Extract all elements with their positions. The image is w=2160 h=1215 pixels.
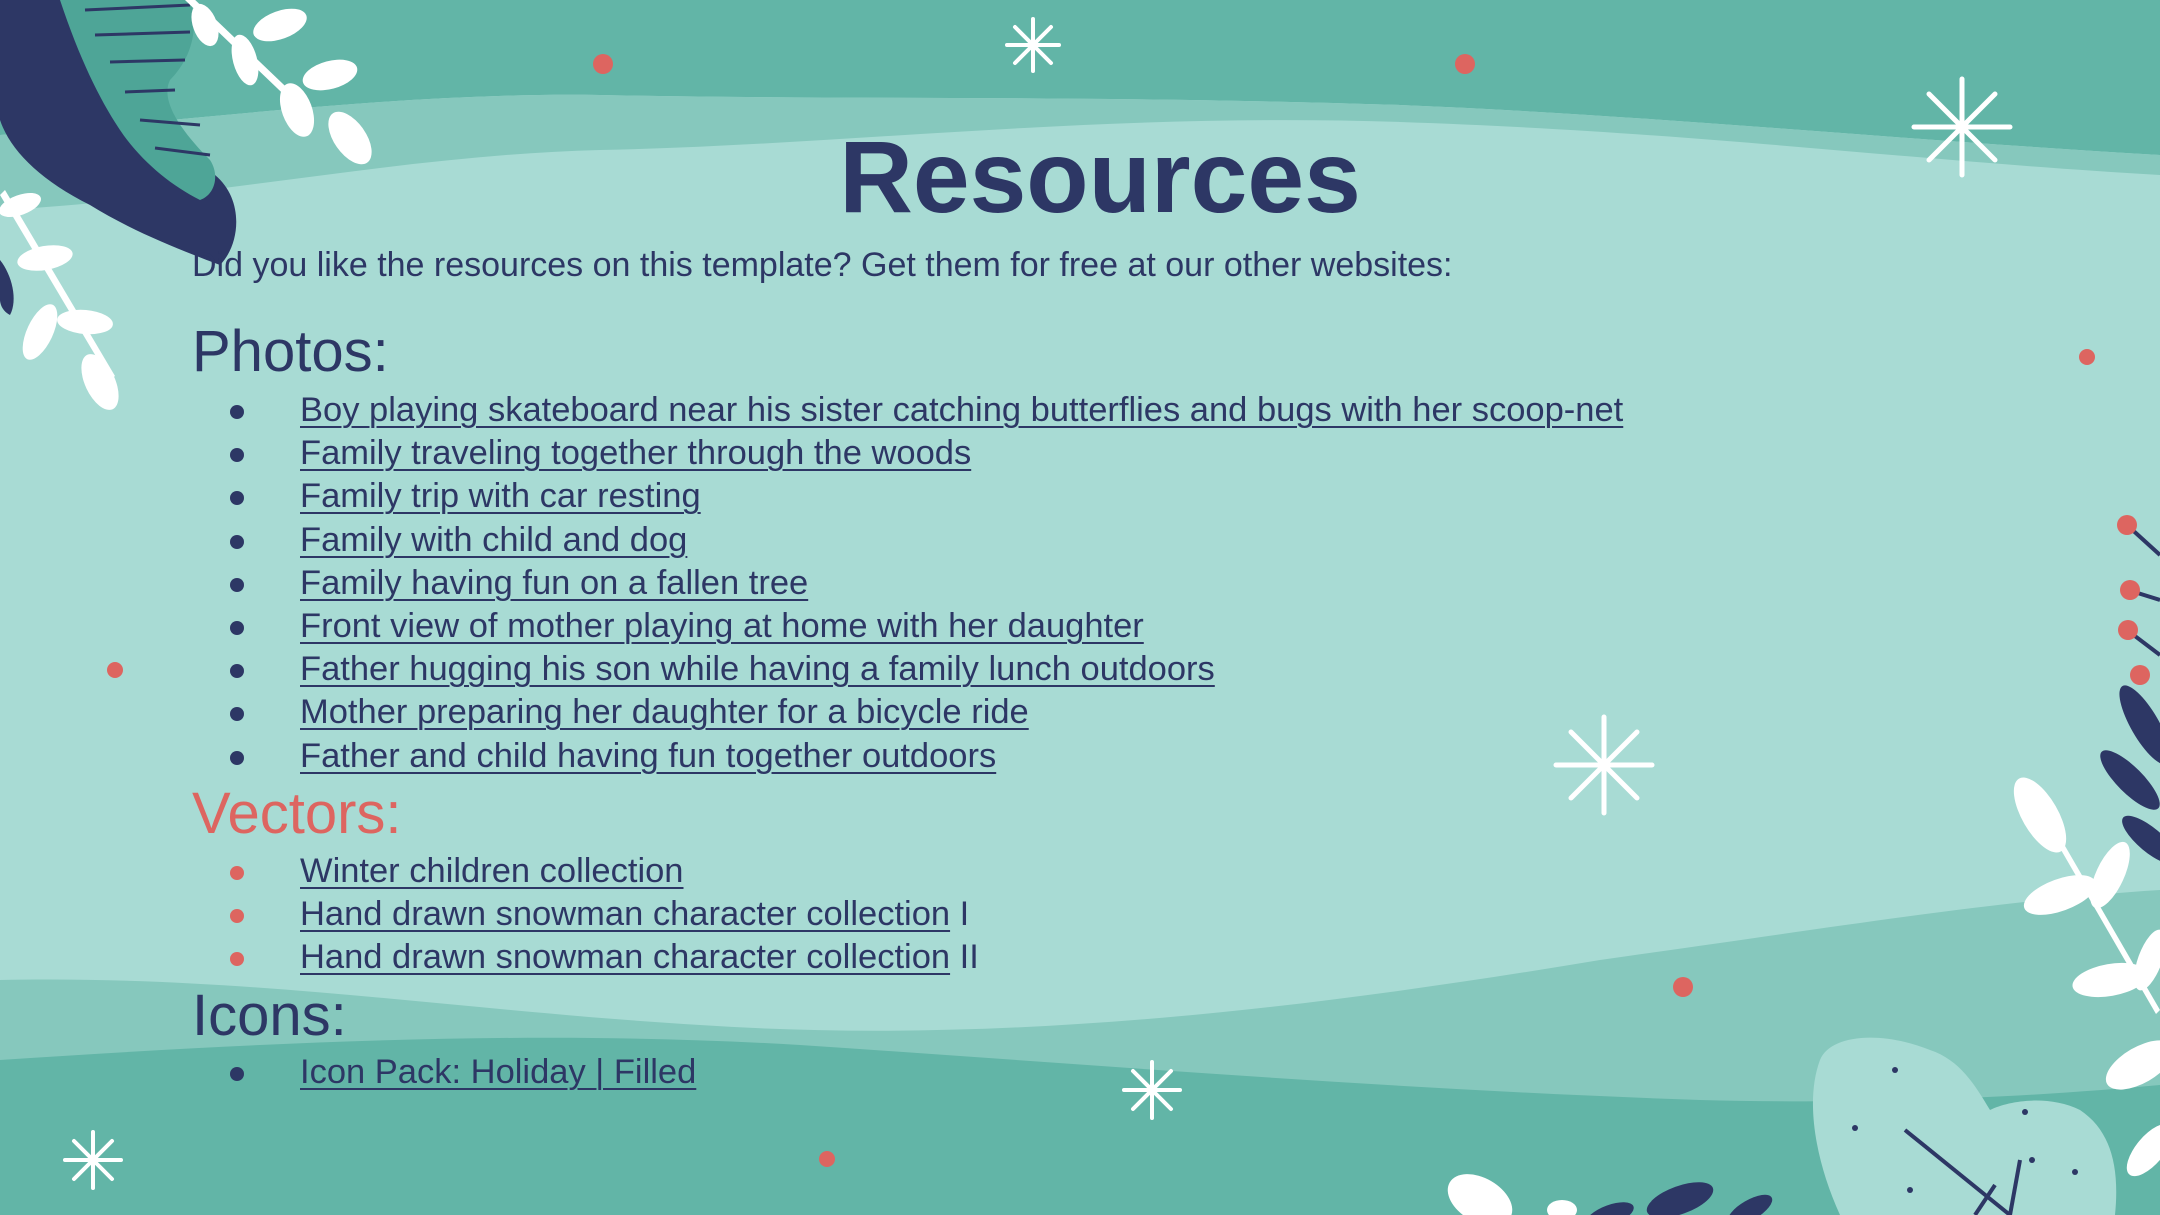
resource-link[interactable]: Family traveling together through the woods: [300, 434, 972, 473]
bullet-icon: [230, 448, 244, 462]
vectors-list: [230, 850, 979, 980]
bullet-icon: [230, 1067, 244, 1081]
slide-title: Resources: [839, 120, 1361, 234]
resource-link[interactable]: Icon Pack: Holiday | Filled: [300, 1053, 697, 1091]
list-item: [230, 691, 1623, 734]
resource-link[interactable]: Family trip with car resting: [300, 477, 701, 516]
list-item: [230, 605, 1623, 648]
resource-link[interactable]: Boy playing skateboard near his sister catching butterflies and bugs with her scoop-net: [300, 391, 1624, 429]
slide-subtitle: Did you like the resources on this template? Get them for free at our other websites:: [192, 246, 1453, 284]
bullet-icon: [230, 707, 244, 721]
section-heading-vectors: Vectors:: [192, 781, 402, 846]
bullet-icon: [230, 621, 244, 635]
resource-link[interactable]: Hand drawn snowman character collection: [300, 938, 951, 977]
resource-link[interactable]: Father and child having fun together outdoors: [300, 736, 997, 775]
resource-link[interactable]: Family with child and dog: [300, 520, 688, 559]
list-item: [230, 936, 979, 979]
resource-link[interactable]: Hand drawn snowman character collection: [300, 895, 951, 934]
bullet-icon: [230, 664, 244, 678]
bullet-icon: [230, 751, 244, 765]
list-item: [230, 432, 1623, 475]
icons-list: [230, 1051, 696, 1094]
list-item: [230, 735, 1623, 778]
section-heading-icons: Icons:: [192, 983, 347, 1048]
bullet-icon: [230, 405, 244, 419]
resource-link[interactable]: Father hugging his son while having a family lunch outdoors: [300, 650, 1215, 689]
list-item: [230, 389, 1623, 432]
section-heading-photos: Photos:: [192, 319, 389, 384]
link-suffix: II: [950, 938, 979, 977]
list-item: [230, 475, 1623, 518]
resource-link[interactable]: Front view of mother playing at home with her daughter: [300, 606, 1144, 645]
bullet-icon: [230, 909, 244, 923]
resource-link[interactable]: Mother preparing her daughter for a bicycle ride: [300, 693, 1029, 732]
list-item: [230, 893, 979, 936]
resource-link[interactable]: Family having fun on a fallen tree: [300, 563, 809, 602]
link-suffix: I: [950, 895, 970, 934]
list-item: [230, 1051, 696, 1094]
bullet-icon: [230, 952, 244, 966]
bullet-icon: [230, 866, 244, 880]
list-item: [230, 850, 979, 893]
resource-link[interactable]: Winter children collection: [300, 852, 684, 890]
bullet-icon: [230, 535, 244, 549]
list-item: [230, 648, 1623, 691]
bullet-icon: [230, 578, 244, 592]
list-item: [230, 519, 1623, 562]
photos-list: [230, 389, 1623, 778]
list-item: [230, 562, 1623, 605]
bullet-icon: [230, 491, 244, 505]
